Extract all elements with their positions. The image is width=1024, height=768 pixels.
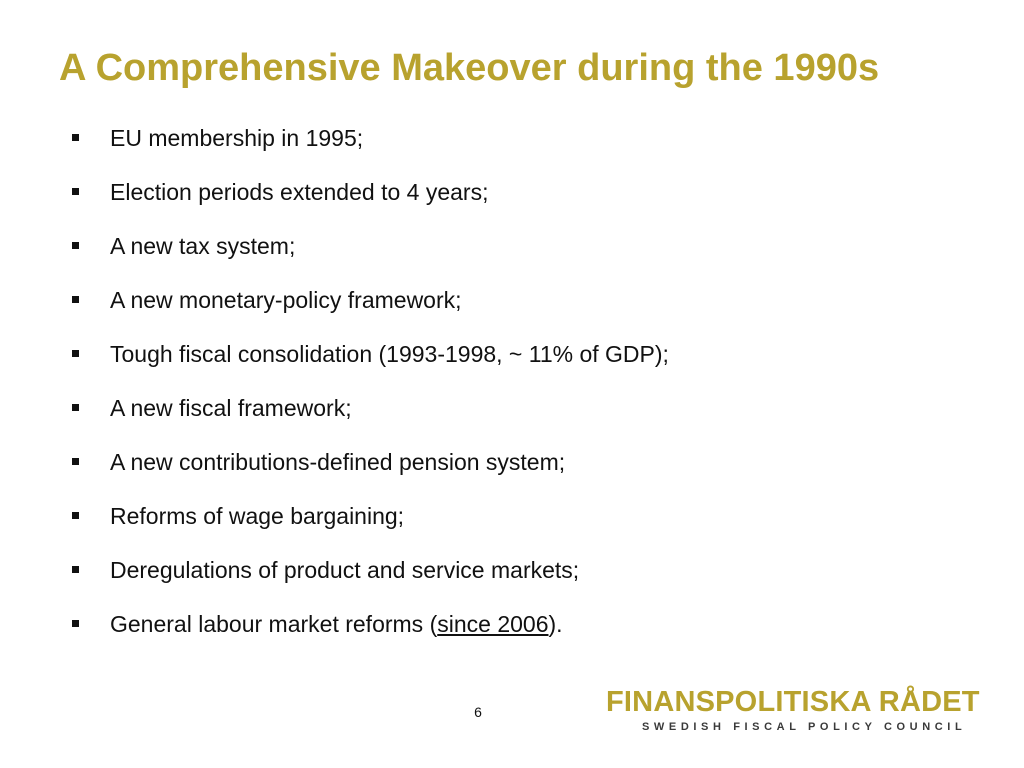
logo-wordmark: FINANSPOLITISKA RÅDET — [606, 686, 980, 718]
bullet-item-eu-membership — [0, 111, 1024, 165]
bullet-item-tax-system — [0, 219, 1024, 273]
square-bullet-icon — [72, 458, 79, 465]
square-bullet-icon — [72, 512, 79, 519]
square-bullet-icon — [72, 188, 79, 195]
bullet-item-monetary-policy — [0, 273, 1024, 327]
bullet-text: Deregulations of product and service markets; — [110, 557, 580, 583]
bullet-text: A new contributions-defined pension system; — [110, 449, 566, 475]
since-2006-link[interactable]: since 2006 — [437, 611, 549, 637]
logo-tagline: SWEDISH FISCAL POLICY COUNCIL — [642, 721, 967, 733]
bullet-text: Tough fiscal consolidation (1993-1998, ~ 11% of GDP); — [110, 341, 669, 367]
bullet-text: A new fiscal framework; — [110, 395, 352, 421]
bullet-item-election-periods — [0, 165, 1024, 219]
bullet-item-pension-system — [0, 435, 1024, 489]
bullet-text-before-link: General labour market reforms ( — [110, 611, 438, 637]
square-bullet-icon — [72, 350, 79, 357]
bullet-text: Election periods extended to 4 years; — [110, 179, 489, 205]
bullet-text — [110, 609, 563, 639]
square-bullet-icon — [72, 620, 79, 627]
page-number: 6 — [474, 704, 482, 720]
square-bullet-icon — [72, 566, 79, 573]
bullet-item-fiscal-consolidation — [0, 327, 1024, 381]
bullet-item-wage-bargaining — [0, 489, 1024, 543]
bullet-text: Reforms of wage bargaining; — [110, 503, 405, 529]
fiscal-policy-council-logo — [606, 686, 998, 736]
bullet-text-after-link: ). — [548, 611, 563, 637]
bullet-list — [0, 111, 1024, 651]
square-bullet-icon — [72, 296, 79, 303]
slide-title: A Comprehensive Makeover during the 1990s — [59, 47, 880, 89]
bullet-item-deregulations — [0, 543, 1024, 597]
bullet-text: A new monetary-policy framework; — [110, 287, 462, 313]
square-bullet-icon — [72, 134, 79, 141]
bullet-item-fiscal-framework — [0, 381, 1024, 435]
bullet-text: EU membership in 1995; — [110, 125, 364, 151]
square-bullet-icon — [72, 404, 79, 411]
bullet-text: A new tax system; — [110, 233, 296, 259]
bullet-item-labour-market-reforms — [0, 597, 1024, 651]
square-bullet-icon — [72, 242, 79, 249]
